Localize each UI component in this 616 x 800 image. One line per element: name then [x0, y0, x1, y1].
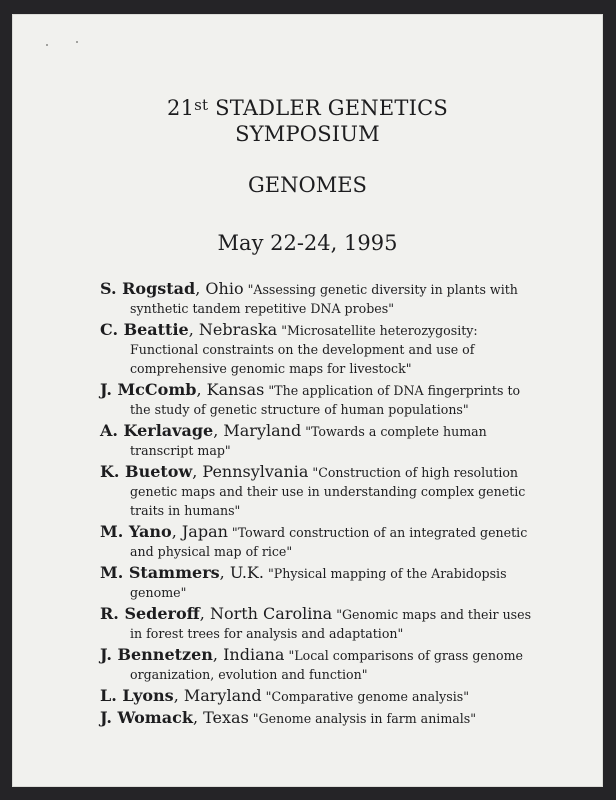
speaker-entry [100, 321, 540, 378]
speaker-location: , North Carolina [199, 604, 333, 623]
document-page [12, 14, 603, 787]
talk-title: "Local comparisons of grass genome organization, evolution and function" [130, 648, 523, 682]
title-line2: SYMPOSIUM [235, 122, 380, 146]
title-ordinal: st [194, 96, 209, 114]
speaker-location: , Maryland [213, 421, 302, 440]
speaker-location: , Indiana [212, 645, 285, 664]
speaker-location: , U.K. [219, 563, 264, 582]
talk-title: "Genomic maps and their uses in forest trees for analysis and adaptation" [130, 607, 532, 641]
talk-title: "Genome analysis in farm animals" [252, 711, 477, 726]
talk-title: "Comparative genome analysis" [265, 689, 470, 704]
speaker-entry [100, 280, 540, 318]
speaker-location: , Maryland [173, 686, 262, 705]
speaker-entry [100, 605, 540, 643]
speaker-entry [100, 422, 540, 460]
speaker-location: , Nebraska [188, 320, 278, 339]
speaker-entry [100, 463, 540, 520]
speaker-entry [100, 523, 540, 561]
symposium-title [12, 92, 603, 147]
speaker-entry [100, 709, 540, 728]
talk-title: "Construction of high resolution genetic maps and their use in understanding complex genetic traits in humans" [130, 465, 526, 518]
speaker-name: A. Kerlavage [100, 421, 214, 440]
speaker-location: , Kansas [196, 380, 265, 399]
speaker-location: , Pennsylvania [192, 462, 309, 481]
title-line1: STADLER GENETICS [208, 96, 448, 120]
title-number: 21 [167, 96, 195, 120]
talk-title: "Towards a complete human transcript map" [130, 424, 487, 458]
speaker-name: C. Beattie [100, 320, 189, 339]
talk-title: "Microsatellite heterozygosity: Functional constraints on the development and use of comprehensive genomic maps for livestock" [130, 323, 478, 376]
talk-title: "Assessing genetic diversity in plants with synthetic tandem repetitive DNA probes" [130, 282, 518, 316]
paper-speck [76, 41, 78, 43]
talk-title: "The application of DNA fingerprints to the study of genetic structure of human populations" [130, 383, 521, 417]
symposium-subtitle: GENOMES [248, 173, 367, 197]
symposium-date: May 22-24, 1995 [217, 231, 398, 255]
paper-speck [46, 44, 48, 46]
speaker-entry [100, 687, 540, 706]
speaker-name: M. Yano [100, 522, 172, 541]
speaker-name: M. Stammers [100, 563, 220, 582]
speaker-location: , Texas [192, 708, 249, 727]
speaker-entry [100, 381, 540, 419]
speaker-name: L. Lyons [100, 686, 174, 705]
speaker-location: , Ohio [195, 279, 244, 298]
speaker-name: K. Buetow [100, 462, 193, 481]
speaker-name: S. Rogstad [100, 279, 196, 298]
speaker-name: J. Womack [100, 708, 193, 727]
speaker-name: R. Sederoff [100, 604, 200, 623]
speaker-name: J. Bennetzen [100, 645, 213, 664]
speaker-entry [100, 646, 540, 684]
talk-title: "Physical mapping of the Arabidopsis genome" [130, 566, 507, 600]
talk-title: "Toward construction of an integrated genetic and physical map of rice" [130, 525, 528, 559]
speaker-location: , Japan [171, 522, 228, 541]
speaker-entry [100, 564, 540, 602]
speaker-list [100, 280, 540, 731]
speaker-name: J. McComb [100, 380, 197, 399]
